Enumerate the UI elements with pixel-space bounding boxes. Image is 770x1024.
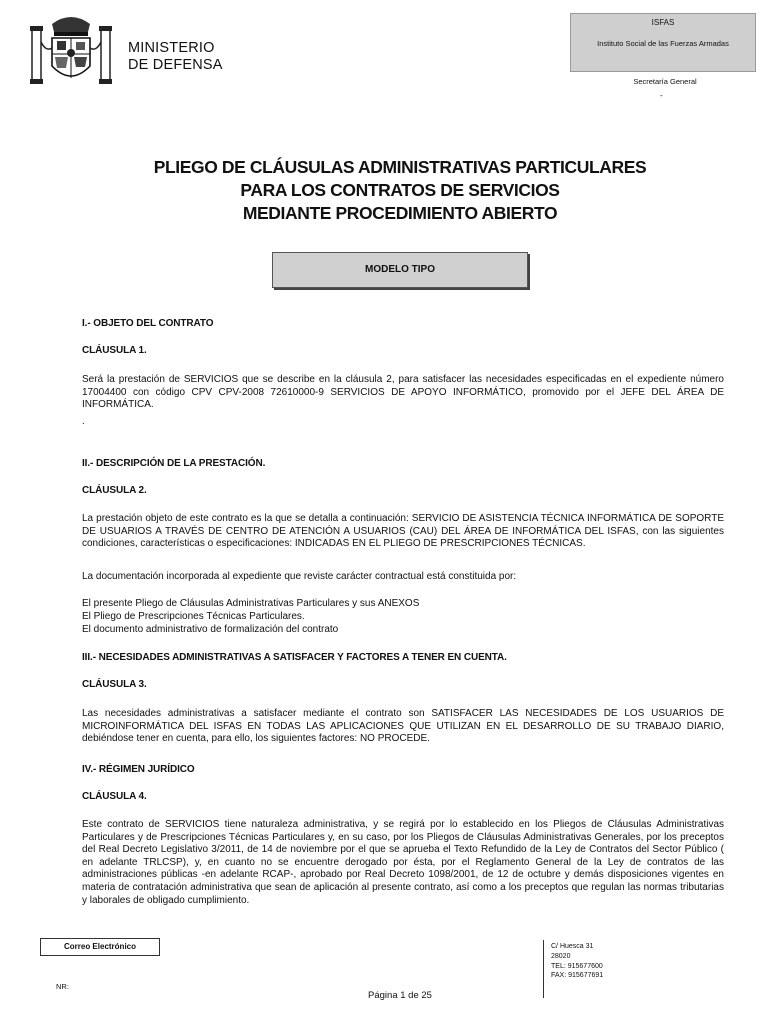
nr-label: NR: [56, 982, 69, 991]
address-line: TEL: 915677600 [551, 963, 603, 970]
section-1-heading: I.- OBJETO DEL CONTRATO [82, 318, 214, 329]
clause-2-text: La prestación objeto de este contrato es la que se detalla a continuación: SERVICIO DE ASISTENCIA TÉCNICA INFORMÁTICA DE SOPORTE DE USUARIOS A TRAVÉS DE CENTRO DE ATENCIÓN A USUARIOS (CAU) DEL ÁREA DE INFORMÁTICA DEL ISFAS, con las siguientes condiciones, características o especificaciones: INDICADAS EN EL PLIEGO DE PRESCRIPCIONES TÉCNICAS. [82, 513, 724, 550]
page-number: Página 1 de 25 [368, 990, 432, 1001]
address-line: C/ Huesca 31 [551, 943, 594, 950]
modelo-tipo-label: MODELO TIPO [365, 264, 435, 275]
secretaria-general: Secretaría General [633, 77, 697, 86]
isfas-subtitle: Instituto Social de las Fuerzas Armadas [597, 39, 729, 48]
clause-3-heading: CLÁUSULA 3. [82, 679, 147, 690]
section-2-heading: II.- DESCRIPCIÓN DE LA PRESTACIÓN. [82, 458, 266, 469]
docs-list-item: El Pliego de Prescripciones Técnicas Particulares. [82, 611, 305, 622]
clause-1-text: Será la prestación de SERVICIOS que se describe en la cláusula 2, para satisfacer las necesidades especificadas en el expediente número 17004400 con código CPV CPV-2008 72610000-9 SERVICIOS DE APOYO INFORMÁTICO, promovido por el JEFE DEL ÁREA DE INFORMÁTICA. [82, 374, 724, 411]
isfas-title: ISFAS [651, 18, 675, 27]
modelo-tipo-box [272, 252, 528, 288]
footer-divider [543, 940, 544, 998]
section-3-heading: III.- NECESIDADES ADMINISTRATIVAS A SATISFACER Y FACTORES A TENER EN CUENTA. [82, 652, 507, 663]
clause-4-text: Este contrato de SERVICIOS tiene naturaleza administrativa, y se regirá por lo establecido en los Pliegos de Cláusulas Administrativas Particulares y de Prescripciones Técnicas Particulares y, en su caso, por los Pliegos de Cláusulas Administrativas Generales, por los preceptos del Real Decreto Legislativo 3/2011, de 14 de noviembre por el que se aprueba el Texto Refundido de la Ley de Contratos del Sector Público ( en adelante TRLCSP), y, en cuanto no se encuentre derogado por ésta, por el Reglamento General de la Ley de contratos de las administraciones públicas -en adelante RCAP-, aprobado por Real Decreto 1098/2001, de 12 de octubre y demás disposiciones vigentes en materia de contratación administrativa que sean de aplicación al presente contrato, así como a los preceptos que regulan las normas tributarias y laborales de obligado cumplimiento. [82, 819, 724, 906]
docs-list-item: El documento administrativo de formalización del contrato [82, 624, 339, 635]
clause-1-heading: CLÁUSULA 1. [82, 345, 147, 356]
isfas-header-box [570, 13, 756, 72]
correo-electronico-box [40, 938, 160, 956]
clause-4-heading: CLÁUSULA 4. [82, 791, 147, 802]
document-title-line3: MEDIANTE PROCEDIMIENTO ABIERTO [242, 203, 558, 223]
address-line: FAX: 915677691 [551, 972, 604, 979]
docs-list-item: El presente Pliego de Cláusulas Administrativas Particulares y sus ANEXOS [82, 598, 420, 609]
header-mark: - [660, 91, 663, 100]
document-title-line2: PARA LOS CONTRATOS DE SERVICIOS [240, 180, 560, 200]
document-title-line1: PLIEGO DE CLÁUSULAS ADMINISTRATIVAS PARTICULARES [153, 157, 647, 177]
coat-of-arms-logo [30, 12, 112, 90]
address-line: 28020 [551, 953, 571, 960]
docs-intro: La documentación incorporada al expediente que reviste carácter contractual está constituida por: [82, 571, 517, 582]
clause-1-dot: . [82, 416, 85, 427]
clause-3-text: Las necesidades administrativas a satisfacer mediante el contrato son SATISFACER LAS NECESIDADES DE LOS USUARIOS DE MICROINFORMÁTICA DEL ISFAS EN TODAS LAS APLICACIONES QUE UTILIZAN EN EL DESARROLLO DE SU TRABAJO DIARIO, debiéndose tener en cuenta, para ello, los siguientes factores: NO PROCEDE. [82, 708, 724, 745]
correo-label: Correo Electrónico [63, 942, 136, 951]
section-4-heading: IV.- RÉGIMEN JURÍDICO [82, 764, 195, 775]
ministry-name-line1: MINISTERIO [128, 40, 215, 56]
ministry-name-line2: DE DEFENSA [128, 57, 223, 73]
clause-2-heading: CLÁUSULA 2. [82, 485, 147, 496]
